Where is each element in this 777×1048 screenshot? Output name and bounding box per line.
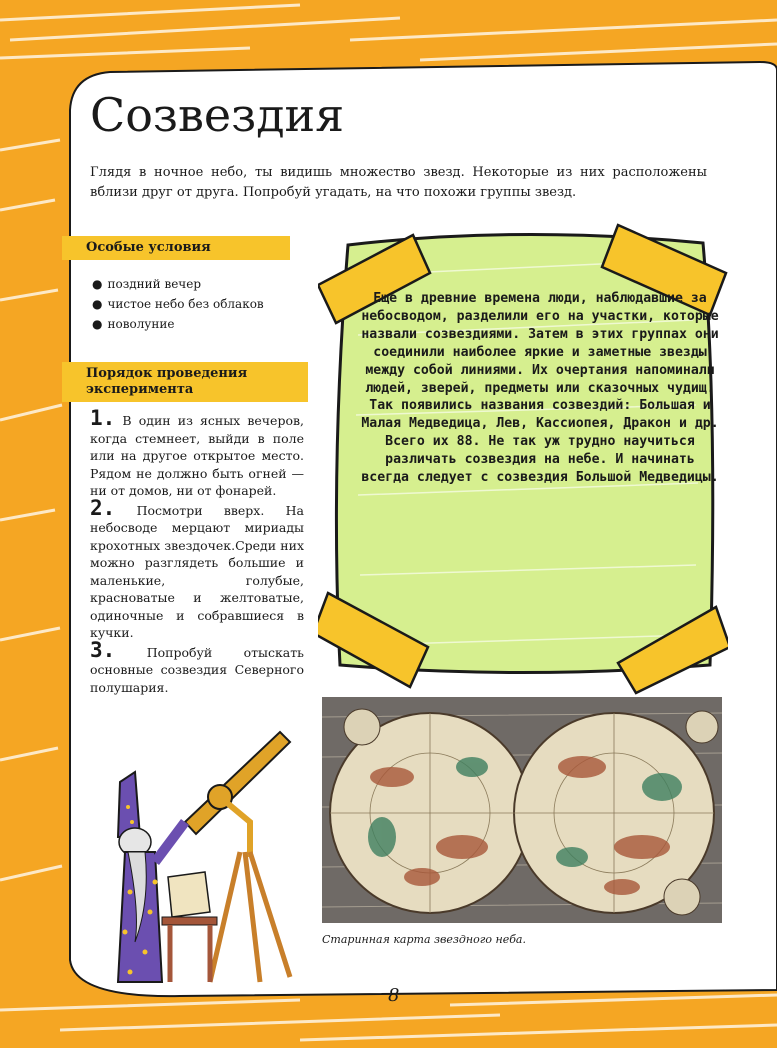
page-title: Созвездия xyxy=(90,88,345,142)
telescope xyxy=(185,732,290,982)
intro-paragraph: Глядя в ночное небо, ты видишь множество звезд. Некоторые из них расположены вблизи друг от друга. Попробуй угадать, на что похожи группы звезд. xyxy=(90,165,707,200)
wizard-illustration xyxy=(100,712,300,992)
step-number: 2. xyxy=(90,495,116,520)
step-3 xyxy=(90,637,304,697)
conditions-list xyxy=(92,274,264,334)
step-number: 1. xyxy=(90,406,116,430)
book xyxy=(162,872,217,982)
step-text: В один из ясных вечеров, когда стемнеет, выйди в поле или на другое открытое место. Рядом не должно быть огней — ни от домов, ни от фонарей. xyxy=(90,413,304,498)
note-text: Еще в древние времена люди, наблюдавшие за небосводом, разделили его на участки, которые назвали созвездиями. Затем в этих группах они соединили наиболее яркие и заметные звезды между собой линиями. Их очертания напоминали людей, зверей, предметы или сказочных чудищ. Так появились названия созвездий: Большая и Малая Медведица, Лев, Кассиопея, Дракон и др. Всего их 88. Не так уж трудно научиться различать созвездия на небе. И начинать всегда следует с созвездия Большой Медведицы. xyxy=(361,291,719,486)
condition-item: ● поздний вечер xyxy=(92,274,264,294)
figure-caption: Старинная карта звездного неба. xyxy=(322,933,526,946)
conditions-heading: Особые условия xyxy=(62,236,290,260)
condition-item: ● новолуние xyxy=(92,314,264,334)
condition-item: ● чистое небо без облаков xyxy=(92,294,264,314)
procedure-steps xyxy=(90,406,304,696)
step-text: Попробуй отыскать основные созвездия Северного полушария. xyxy=(90,644,304,695)
step-1 xyxy=(90,406,304,500)
step-text: Посмотри вверх. На небосводе мерцают мириады крохотных звездочек.Среди них можно разглядеть большие и маленькие, голубые, красноватые и желтоватые, одиночные и собравшиеся в кучки. xyxy=(90,502,304,640)
star-map-image xyxy=(322,697,722,923)
procedure-heading: Порядок проведения эксперимента xyxy=(62,362,308,402)
step-2 xyxy=(90,495,304,642)
step-number: 3. xyxy=(90,637,116,662)
page-number: 8 xyxy=(388,985,400,1006)
